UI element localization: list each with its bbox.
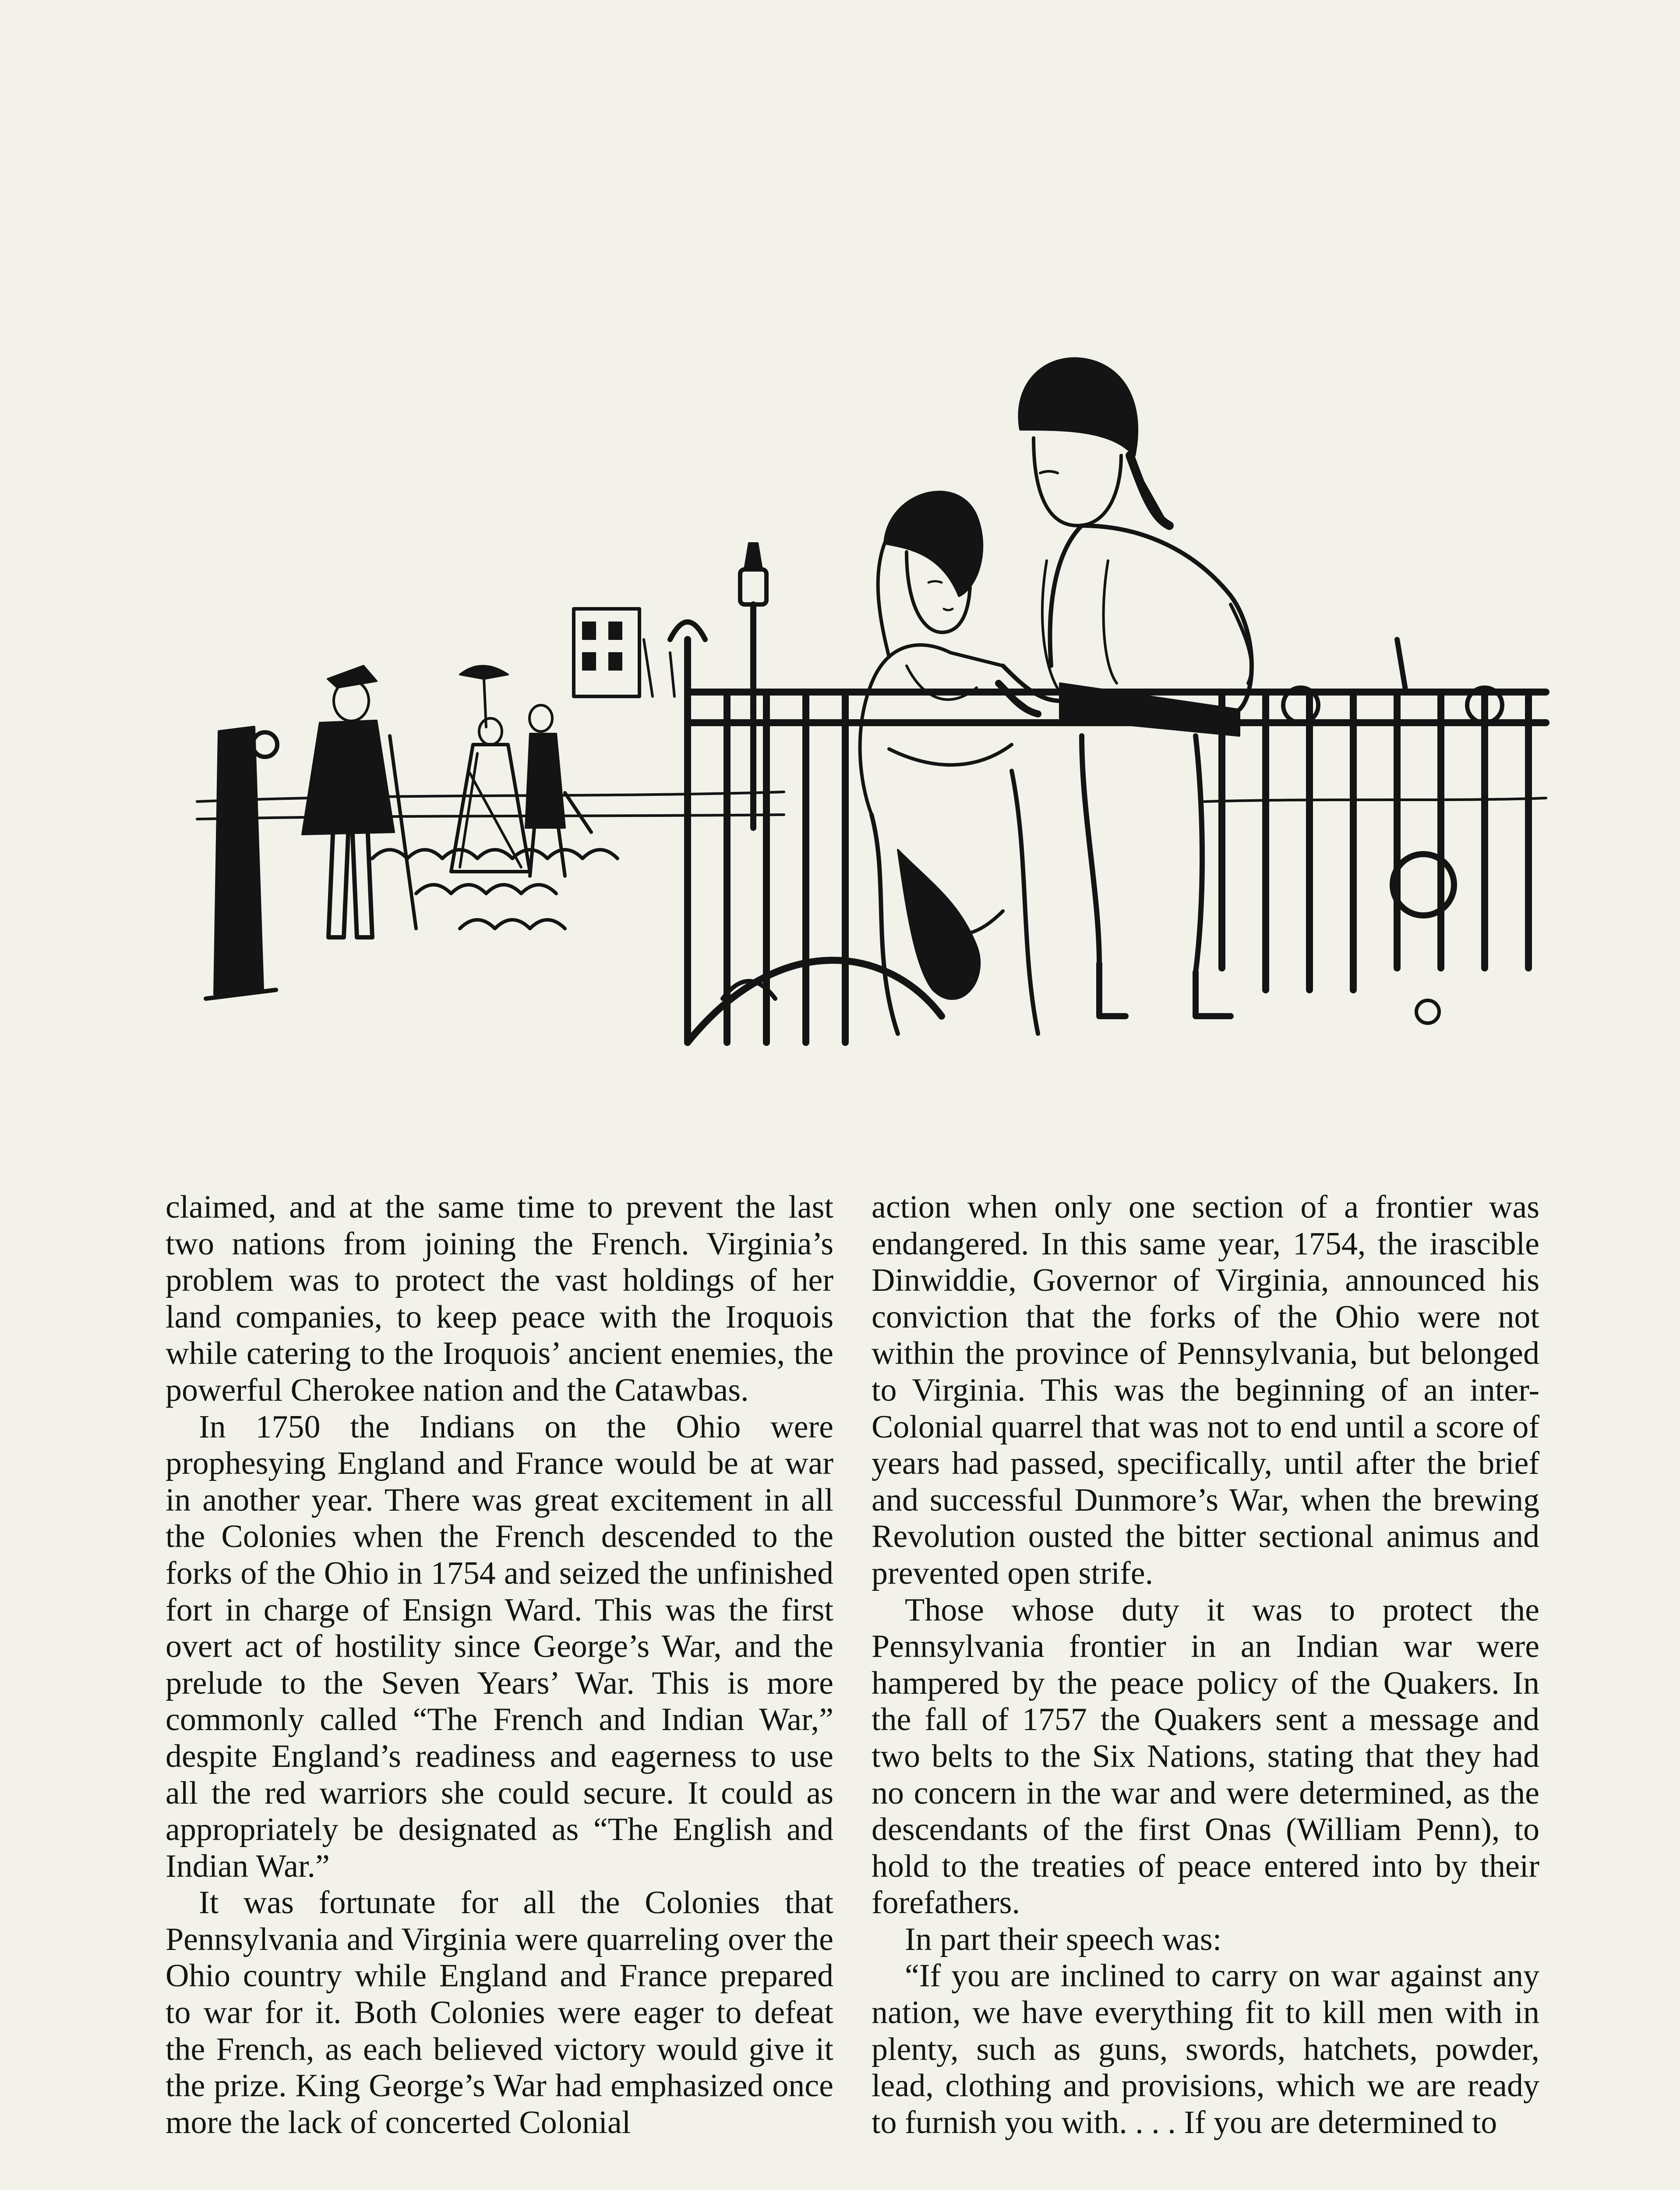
- colonial-couple-at-iron-fence-illustration-icon: [188, 245, 1555, 1047]
- paragraph: “If you are inclined to carry on war against any nation, we have everything fit to kill men with in plenty, such as guns, swords, hatchets, powder, lead, clothing and provisions, which we are ready to furnish you with. . . . If you are determined to: [872, 1958, 1539, 2141]
- paragraph: In part their speech was:: [905, 1921, 1222, 1957]
- frontiersman-figure: [999, 359, 1252, 1016]
- colonial-couple-illustration: [188, 245, 1555, 1047]
- lady-figure: [860, 492, 1038, 1034]
- tree-stump: [206, 727, 277, 999]
- paragraph: claimed, and at the same time to prevent the last two nations from joining the French. Virginia’s problem was to protect the vast holdings of her land companies, to keep peace with the Iroquois while catering to the Iroquois’ ancient enemies, the powerful Cherokee nation and the Catawbas.: [166, 1189, 833, 1408]
- text-column-left: [166, 1189, 833, 2141]
- text-column-right: [872, 1189, 1539, 2141]
- distant-couple: [451, 666, 591, 876]
- lamp-post: [740, 543, 766, 828]
- paragraph: action when only one section of a frontier was endangered. In this same year, 1754, the irascible Dinwiddie, Governor of Virginia, announced his conviction that the forks of the Ohio were not within the province of Pennsylvania, but belonged to Virginia. This was the beginning of an inter-Colonial quarrel that was not to end until a score of years had passed, specifically, until after the brief and successful Dunmore’s War, when the brewing Revolution ousted the bitter sectional animus and prevented open strife.: [872, 1189, 1539, 1591]
- gentleman-figure: [302, 666, 416, 937]
- paragraph: Those whose duty it was to protect the Pennsylvania frontier in an Indian war were hampered by the peace policy of the Quakers. In the fall of 1757 the Quakers sent a message and two belts to the Six Nations, stating that they had no concern in the war and were determined, as the descendants of the first Onas (William Penn), to hold to the treaties of peace entered into by their forefathers.: [872, 1592, 1539, 1921]
- paragraph: It was fortunate for all the Colonies that Pennsylvania and Virginia were quarreling over the Ohio country while England and France prepared to war for it. Both Colonies were eager to defeat the French, as each believed victory would give it the prize. King George’s War had emphasized once more the lack of concerted Colonial: [166, 1885, 833, 2141]
- distant-house: [574, 609, 674, 696]
- paragraph: In 1750 the Indians on the Ohio were prophesying England and France would be at war in another year. There was great excitement in all the Colonies when the French descended to the forks of the Ohio in 1754 and seized the unfinished fort in charge of Ensign Ward. This was the first overt act of hostility since George’s War, and the prelude to the Seven Years’ War. This is more commonly called “The French and Indian War,” despite England’s readiness and eagerness to use all the red warriors she could secure. It could as appropriately be designated as “The English and Indian War.”: [166, 1409, 833, 1884]
- iron-fence: [670, 622, 1546, 1042]
